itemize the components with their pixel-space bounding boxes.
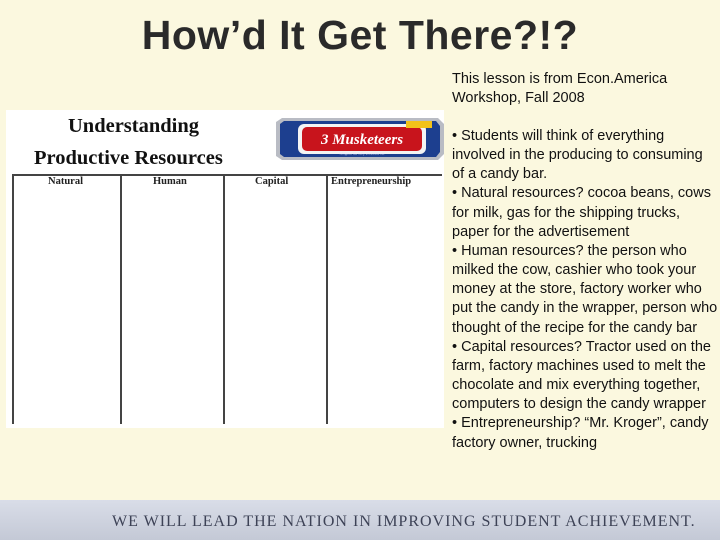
worksheet-column-divider [120,174,122,424]
candy-bar-image [276,112,444,164]
worksheet-column-divider [12,174,14,424]
candy-brand-text: 3 Musketeers [320,132,404,148]
source-note: This lesson is from Econ.America Workshop, Fall 2008 [452,71,668,106]
worksheet-image [6,110,444,428]
footer-band [0,500,720,540]
bullet-item: • Entrepreneurship? “Mr. Kroger”, candy factory owner, trucking [452,415,709,451]
worksheet-column-divider [326,174,328,424]
bullet-item: • Capital resources? Tractor used on the farm, factory machines used to melt the chocolate and mix everything together, computers to design the candy wrapper [452,338,711,413]
bullet-list [452,127,718,453]
footer-motto: WE WILL LEAD THE NATION IN IMPROVING STUDENT ACHIEVEMENT. [112,513,696,530]
column-header-natural: Natural [48,176,83,187]
worksheet-title-line1: Understanding [68,115,200,137]
candy-tagline-text: Whipped fat, fluffy chocolate bar [339,151,385,156]
slide-title: How’d It Get There?!? [141,12,579,58]
column-header-human: Human [153,176,187,187]
bullet-item: • Students will think of everything involved in the producing to consuming of a candy bar. [452,128,703,183]
bullet-item: • Natural resources? cocoa beans, cows for milk, gas for the shipping trucks, paper for the advertisement [452,185,711,240]
column-header-entrepreneurship: Entrepreneurship [331,176,412,187]
column-header-capital: Capital [255,176,289,187]
worksheet-title-line2: Productive Resources [34,147,223,169]
bullet-item: • Human resources? the person who milked the cow, cashier who took your money at the store, factory worker who put the candy in the wrapper, person who thought of the recipe for the candy bar [452,242,718,336]
worksheet-column-divider [223,174,225,424]
